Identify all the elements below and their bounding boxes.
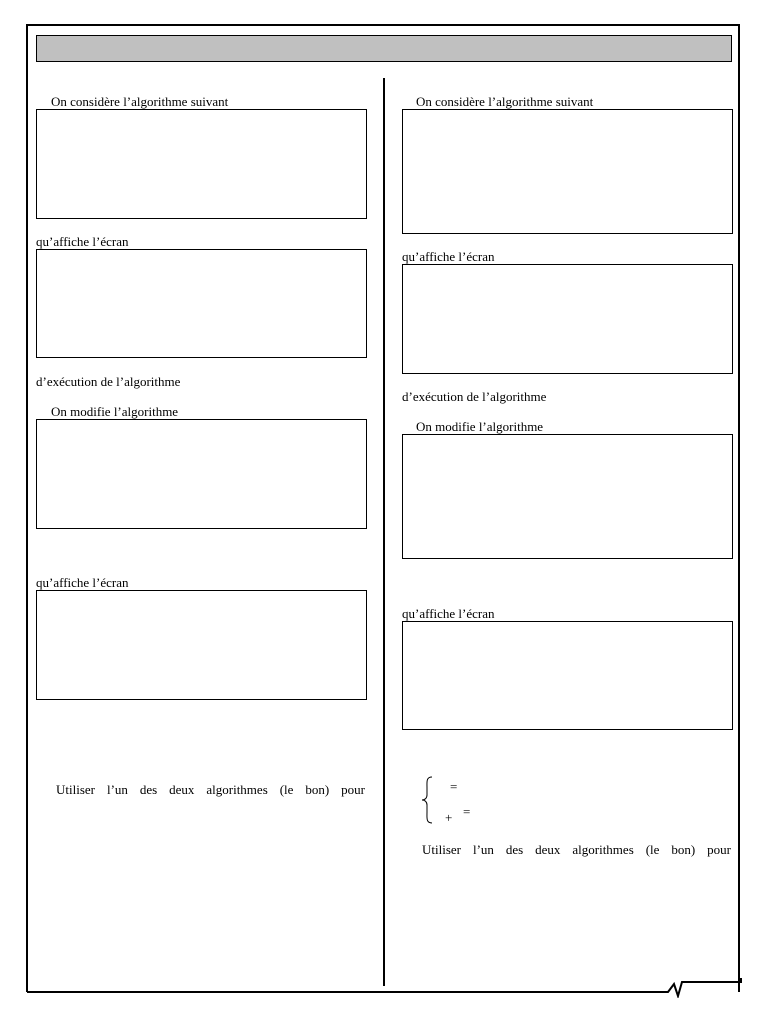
left-screen-label-1: qu’affiche l’écran (36, 234, 129, 249)
left-modify-label: On modifie l’algorithme (51, 404, 179, 419)
right-screen-box-1 (402, 264, 733, 374)
left-execution-label: d’exécution de l’algorithme (36, 374, 181, 389)
left-algorithm-intro: On considère l’algorithme suivant (51, 94, 229, 109)
right-execution-label: d’exécution de l’algorithme (402, 389, 547, 404)
right-screen-label-2: qu’affiche l’écran (402, 606, 495, 621)
left-screen-box-2 (36, 590, 367, 700)
right-use-sentence: Utiliser l’un des deux algorithmes (le bon) pour (422, 842, 731, 857)
left-brace-icon (420, 776, 434, 824)
right-screen-box-2 (402, 621, 733, 730)
right-modify-label: On modifie l’algorithme (416, 419, 544, 434)
left-screen-box-1 (36, 249, 367, 358)
title-bar (36, 35, 732, 62)
left-use-sentence: Utiliser l’un des deux algorithmes (le bon) pour (56, 782, 365, 797)
left-screen-label-2: qu’affiche l’écran (36, 575, 129, 590)
column-divider (383, 78, 385, 986)
right-algorithm-box-1 (402, 109, 733, 234)
system-equals-2: = (463, 804, 471, 819)
system-plus: + (445, 810, 453, 825)
left-algorithm-box-2 (36, 419, 367, 529)
system-equals-1: = (450, 779, 458, 794)
right-algorithm-box-2 (402, 434, 733, 559)
left-algorithm-box-1 (36, 109, 367, 219)
right-algorithm-intro: On considère l’algorithme suivant (416, 94, 594, 109)
right-screen-label-1: qu’affiche l’écran (402, 249, 495, 264)
